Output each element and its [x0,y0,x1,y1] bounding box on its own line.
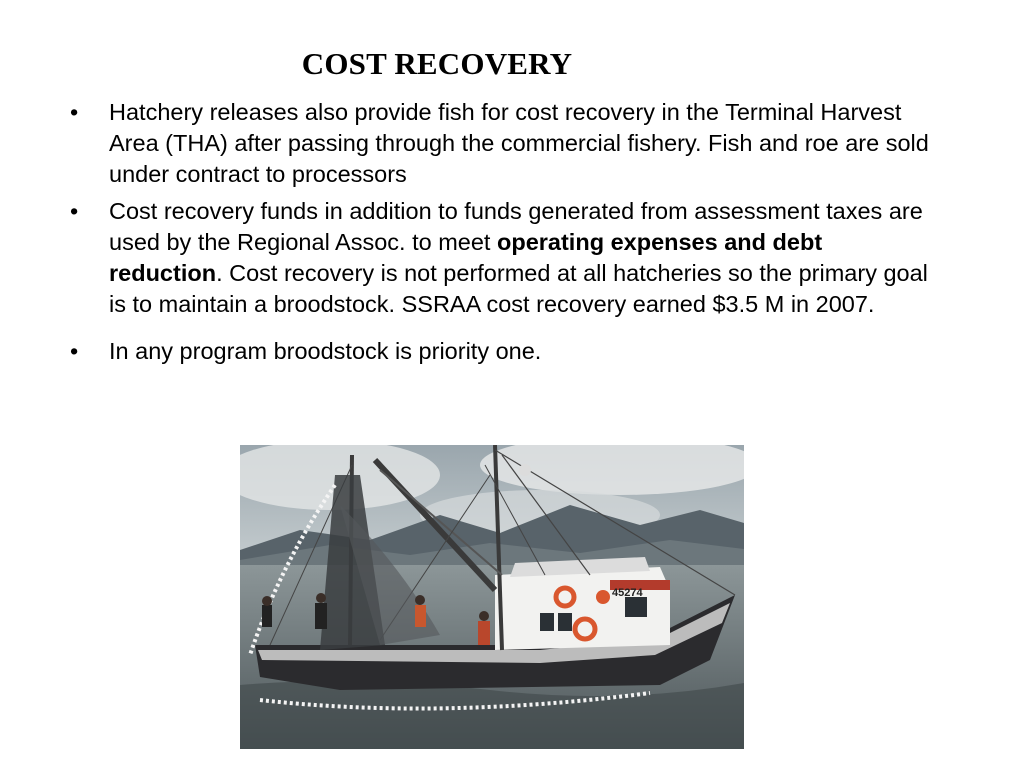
hull-number: 45274 [612,587,643,599]
bullet-list [70,97,930,373]
crew-member [315,603,327,629]
bullet-item [70,97,930,190]
crew-member [478,621,490,645]
bullet-marker: • [70,338,79,364]
slide-title: COST RECOVERY [301,46,573,81]
bullet-text: Cost recovery funds in addition to funds generated from assessment taxes are used by the Regional Assoc. to meet [109,198,923,255]
bullet-text: Hatchery releases also provide fish for cost recovery in the Terminal Harvest Area (THA) after passing through the commercial fishery. Fish and roe are sold under contract to processors [109,99,929,187]
fishing-boat-photo [240,445,744,749]
bullet-bold-text: operating expenses and debt reduction [109,229,823,286]
bullet-text: . Cost recovery is not performed at all hatcheries so the primary goal is to maintain a broodstock. SSRAA cost recovery earned $3.5 M in 2007. [109,260,928,317]
bullet-item [70,196,930,320]
bullet-marker: • [70,99,79,125]
bullet-text: In any program broodstock is priority one. [109,338,542,364]
crew-member [262,605,272,627]
crew-member [415,605,426,627]
bullet-item [70,336,930,367]
buoy [596,590,610,604]
bullet-marker: • [70,198,79,224]
